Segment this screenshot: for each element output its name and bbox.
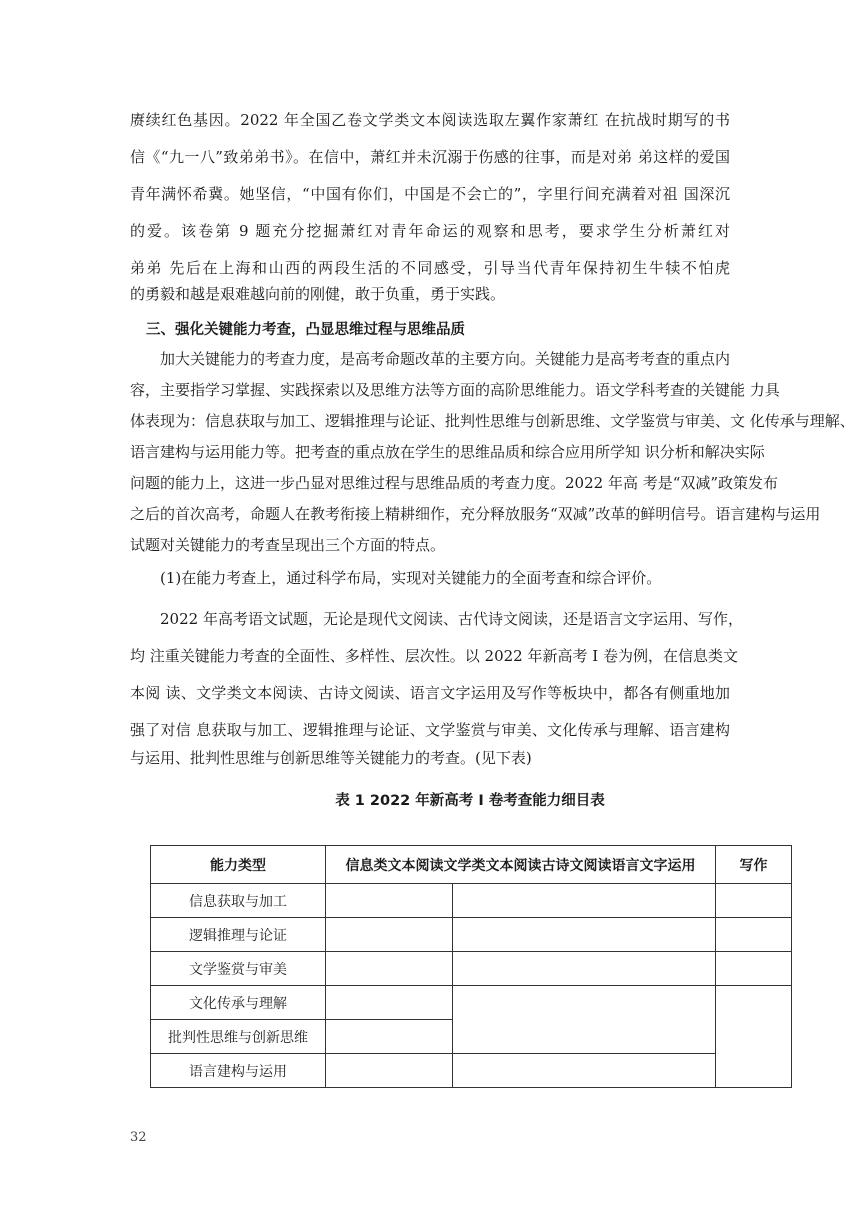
table-cell: [326, 1020, 453, 1054]
table-cell: [326, 986, 453, 1020]
text-line: 本阅 读、文学类文本阅读、古诗文阅读、语言文字运用及写作等板块中，都各有侧重地加: [130, 684, 730, 702]
text-line: 的勇毅和越是艰难越向前的刚健，敢于负重，勇于实践。: [130, 285, 506, 303]
table-caption: 表 1 2022 年新高考 I 卷考查能力细目表: [335, 793, 605, 809]
text-line: 强了对信 息获取与加工、逻辑推理与论证、文学鉴赏与审美、文化传承与理解、语言建构: [130, 721, 730, 739]
text-line: 加大关键能力的考查力度，是高考命题改革的主要方向。关键能力是高考考查的重点内: [160, 350, 731, 368]
text-line: 2022 年高考语文试题，无论是现代文阅读、古代诗文阅读，还是语言文字运用、写作，: [160, 610, 743, 628]
text-line: 的爱。该卷第 9 题充分挖掘萧红对青年命运的观察和思考，要求学生分析萧红对: [130, 222, 730, 240]
table-cell: [453, 918, 716, 952]
table-cell: [453, 952, 716, 986]
table-row: [151, 952, 792, 986]
table-cell: [716, 918, 792, 952]
table-cell: [453, 986, 716, 1054]
row-label: 逻辑推理与论证: [151, 918, 326, 952]
row-label: 语言建构与运用: [151, 1054, 326, 1088]
ability-table: [150, 845, 792, 1088]
text-line: 之后的首次高考，命题人在教考衔接上精耕细作，充分释放服务“双减”改革的鲜明信号。语言建构与运用: [130, 505, 821, 523]
table-cell: [453, 1054, 716, 1088]
table-row: [151, 884, 792, 918]
table-row: [151, 1054, 792, 1088]
table-row: [151, 986, 792, 1020]
text-line: 青年满怀希冀。她坚信，“中国有你们，中国是不会亡的”，字里行间充满着对祖 国深沉: [130, 185, 730, 203]
text-line: (1)在能力考查上，通过科学布局，实现对关键能力的全面考查和综合评价。: [160, 569, 662, 587]
header-reading-sections: 信息类文本阅读文学类文本阅读古诗文阅读语言文字运用: [326, 846, 716, 884]
table-cell: [326, 1054, 453, 1088]
text-line: 容，主要指学习掌握、实践探索以及思维方法等方面的高阶思维能力。语文学科考查的关键能 力具: [130, 381, 780, 399]
table-cell: [326, 952, 453, 986]
row-label: 文化传承与理解: [151, 986, 326, 1020]
page-number: 32: [130, 1130, 147, 1145]
section-heading: 三、强化关键能力考查，凸显思维过程与思维品质: [146, 322, 465, 338]
text-line: 赓续红色基因。2022 年全国乙卷文学类文本阅读选取左翼作家萧红 在抗战时期写的书: [130, 111, 730, 129]
text-line: 语言建构与运用能力等。把考查的重点放在学生的思维品质和综合应用所学知 识分析和解决实际: [130, 443, 765, 461]
table-cell: [326, 884, 453, 918]
header-ability-type: 能力类型: [151, 846, 326, 884]
row-label: 信息获取与加工: [151, 884, 326, 918]
text-line: 试题对关键能力的考查呈现出三个方面的特点。: [130, 536, 446, 554]
header-writing: 写作: [716, 846, 792, 884]
text-line: 信《“九一八”致弟弟书》。在信中，萧红并未沉溺于伤感的往事，而是对弟 弟这样的爱国: [130, 148, 730, 166]
table-header-row: [151, 846, 792, 884]
text-line: 弟弟 先后在上海和山西的两段生活的不同感受，引导当代青年保持初生牛犊不怕虎: [130, 259, 730, 277]
row-label: 文学鉴赏与审美: [151, 952, 326, 986]
row-label: 批判性思维与创新思维: [151, 1020, 326, 1054]
table-cell: [716, 884, 792, 918]
table-cell: [716, 986, 792, 1088]
text-line: 均 注重关键能力考查的全面性、多样性、层次性。以 2022 年新高考 I 卷为例，在信息类文: [130, 647, 738, 665]
table-cell: [326, 918, 453, 952]
table-cell: [453, 884, 716, 918]
text-line: 问题的能力上，这进一步凸显对思维过程与思维品质的考查力度。2022 年高 考是“双减”政策发布: [130, 474, 779, 492]
table-cell: [716, 952, 792, 986]
text-line: 体表现为：信息获取与加工、逻辑推理与论证、批判性思维与创新思维、文学鉴赏与审美、文 化传承与理解、: [130, 412, 855, 430]
text-line: 与运用、批判性思维与创新思维等关键能力的考查。(见下表): [130, 749, 532, 767]
table-row: [151, 918, 792, 952]
